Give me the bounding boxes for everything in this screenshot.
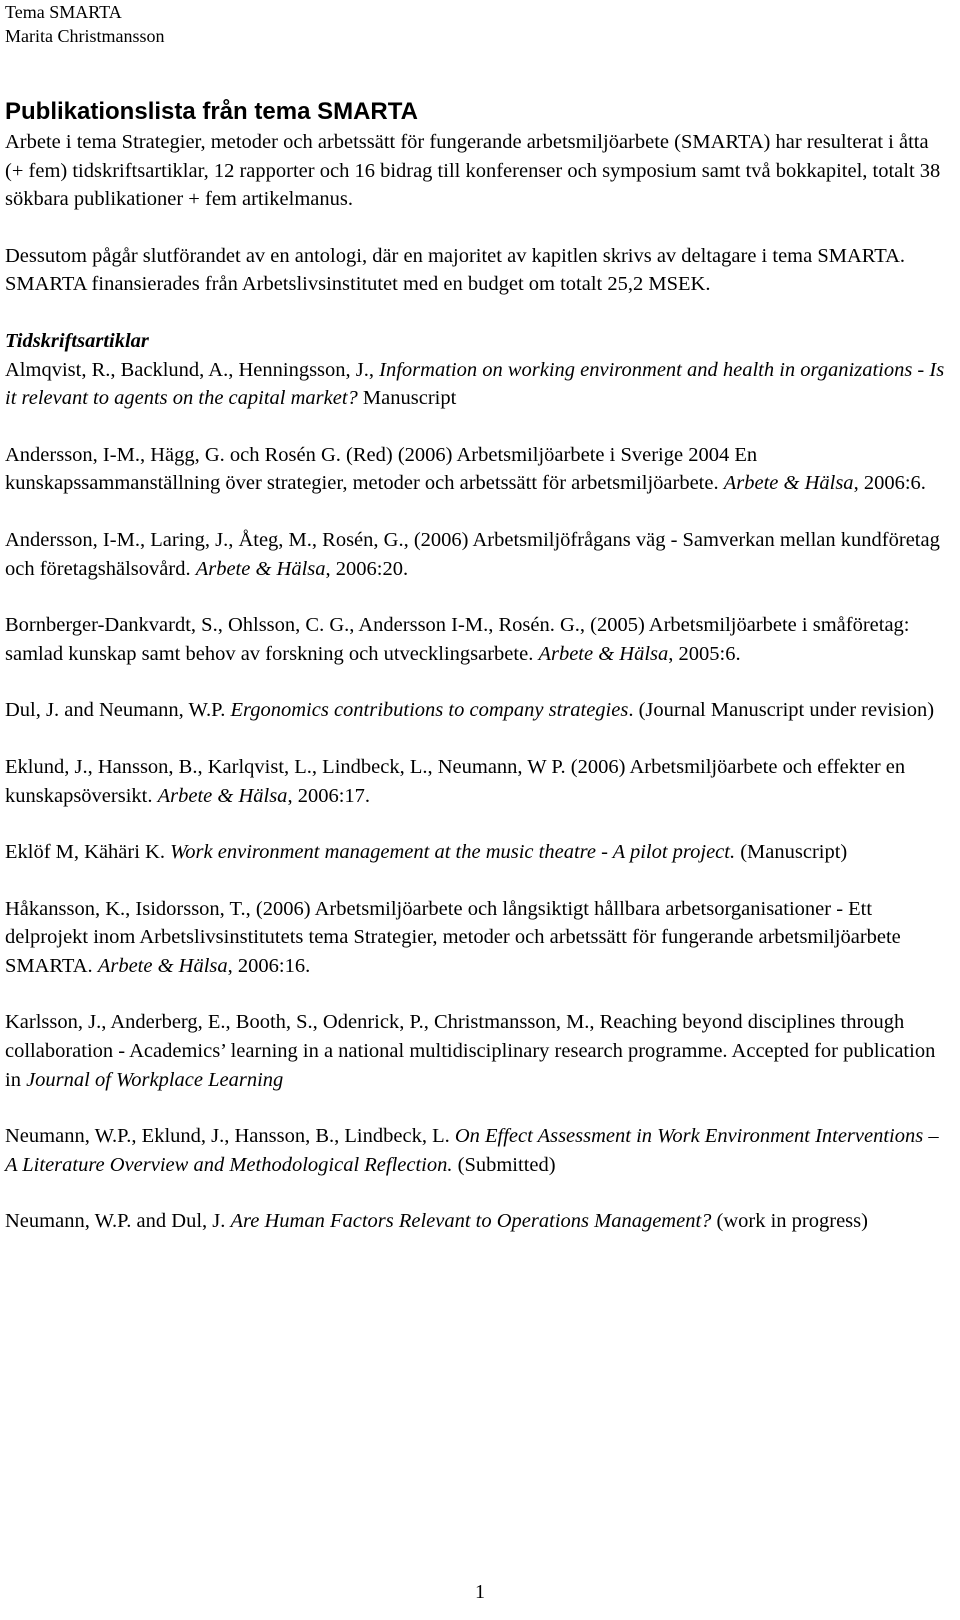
reference-source: Arbete & Hälsa [195, 557, 326, 580]
header-theme: Tema SMARTA [5, 2, 122, 22]
reference-source: Arbete & Hälsa [723, 472, 854, 495]
reference-source: Arbete & Hälsa [97, 954, 228, 977]
reference-suffix: , 2006:6. [853, 472, 926, 495]
reference-title: Ergonomics contributions to company strategies [230, 699, 629, 722]
reference-source: Arbete & Hälsa [157, 784, 288, 807]
reference-authors: Almqvist, R., Backlund, A., Henningsson, J., [5, 358, 380, 381]
reference-item [5, 1008, 950, 1094]
document-body [5, 96, 950, 1264]
reference-authors: Karlsson, J., Anderberg, E., Booth, S., Odenrick, P., Christmansson, M., Reaching beyond disciplines through collaboration - Academics’ learning in a national multidisciplinary research programme. Accepted for publication in [5, 1011, 936, 1091]
reference-list [5, 356, 950, 1236]
reference-title: Information on working environment and health in organizations - Is it relevant to agents on the capital market? [5, 358, 945, 410]
reference-note: . (Journal Manuscript under revision) [628, 699, 935, 722]
reference-item [5, 526, 950, 583]
header-author: Marita Christmansson [5, 26, 165, 46]
reference-note: (work in progress) [711, 1210, 868, 1233]
reference-suffix: , 2006:20. [325, 557, 409, 580]
reference-authors: Bornberger-Dankvardt, S., Ohlsson, C. G., Andersson I-M., Rosén. G., (2005) Arbetsmiljöarbete i småföretag: samlad kunskap samt behov av forskning och utvecklingsarbete. [5, 614, 910, 665]
reference-item [5, 441, 950, 498]
reference-source: Arbete & Hälsa [538, 642, 669, 665]
reference-item [5, 1122, 950, 1179]
page-title: Publikationslista från tema SMARTA [5, 98, 418, 125]
document-header [5, 0, 165, 48]
reference-item [5, 838, 950, 867]
page-number: 1 [475, 1581, 485, 1603]
reference-suffix: , 2005:6. [668, 642, 741, 665]
intro-paragraph-1: Arbete i tema Strategier, metoder och arbetssätt för fungerande arbetsmiljöarbete (SMARTA) har resulterat i åtta (+ fem) tidskriftsartiklar, 12 rapporter och 16 bidrag till konferenser och symposium samt två bokkapitel, totalt 38 sökbara publikationer + fem artikelmanus. [5, 131, 941, 211]
reference-item [5, 611, 950, 668]
reference-authors: Eklund, J., Hansson, B., Karlqvist, L., Lindbeck, L., Neumann, W P. (2006) Arbetsmiljöarbete och effekter en kunskapsöversikt. [5, 755, 906, 807]
reference-suffix: , 2006:16. [227, 954, 311, 977]
reference-note: (Manuscript) [735, 841, 848, 864]
reference-authors: Dul, J. and Neumann, W.P. [5, 699, 231, 722]
reference-note: (Submitted) [452, 1153, 556, 1176]
reference-item [5, 895, 950, 981]
reference-source: Journal of Workplace Learning [26, 1068, 284, 1091]
reference-title: Are Human Factors Relevant to Operations Management? [230, 1210, 712, 1233]
reference-title: On Effect Assessment in Work Environment Interventions – A Literature Overview and Methodological Reflection. [5, 1125, 939, 1176]
reference-authors: Andersson, I-M., Laring, J., Åteg, M., Rosén, G., (2006) Arbetsmiljöfrågans väg - Samverkan mellan kundföretag och företagshälsovård. [5, 528, 940, 580]
reference-authors: Neumann, W.P. and Dul, J. [5, 1210, 231, 1233]
reference-suffix: , 2006:17. [287, 784, 371, 807]
intro-paragraph-2: Dessutom pågår slutförandet av en antologi, där en majoritet av kapitlen skrivs av deltagare i tema SMARTA. SMARTA finansierades från Arbetslivsinstitutet med en budget om totalt 25,2 MSEK. [5, 244, 906, 296]
reference-item [5, 356, 950, 413]
reference-title: Work environment management at the music theatre - A pilot project. [170, 841, 736, 864]
reference-authors: Neumann, W.P., Eklund, J., Hansson, B., Lindbeck, L. [5, 1125, 455, 1148]
reference-item [5, 1207, 950, 1236]
reference-item [5, 696, 950, 725]
section-heading: Tidskriftsartiklar [5, 329, 149, 352]
reference-item [5, 753, 950, 810]
reference-authors: Eklöf M, Kähäri K. [5, 841, 171, 864]
reference-note: Manuscript [357, 387, 457, 410]
reference-authors: Håkansson, K., Isidorsson, T., (2006) Arbetsmiljöarbete och långsiktigt hållbara arbetsorganisationer - Ett delprojekt inom Arbetslivsinstitutets tema Strategier, metoder och arbetssätt för fungerande arbetsmiljöarbete SMARTA. [5, 897, 901, 977]
reference-authors: Andersson, I-M., Hägg, G. och Rosén G. (Red) (2006) Arbetsmiljöarbete i Sverige 2004 En kunskapssammanställning över strategier, metoder och arbetssätt för arbetsmiljöarbete. [5, 443, 758, 495]
